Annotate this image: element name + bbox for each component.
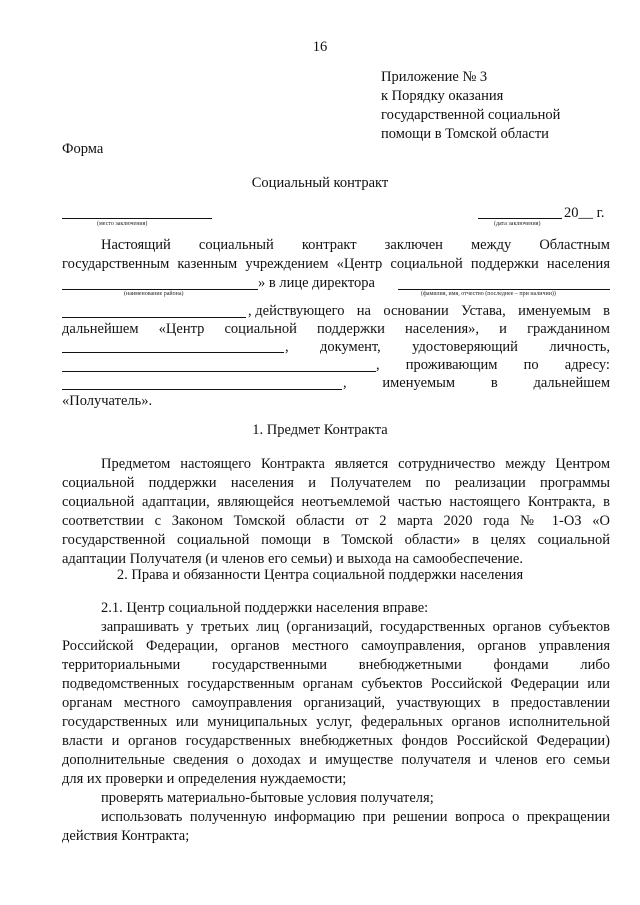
section-2-title: 2. Права и обязанности Центра социальной поддержки населения bbox=[116, 567, 524, 583]
section-1-line-6: адаптации Получателя (и членов его семьи) и выхода на самообеспечение. bbox=[62, 551, 523, 567]
place-field-line bbox=[62, 218, 212, 219]
appendix-line-1: Приложение № 3 bbox=[381, 69, 488, 85]
section-1-line-5: государственной социальной помощи в Томской области» в целях социальной bbox=[62, 532, 610, 548]
appendix-line-3: государственной социальной bbox=[381, 107, 561, 123]
section-1-title: 1. Предмет Контракта bbox=[252, 422, 388, 438]
intro-line-2: государственным казенным учреждением «Центр социальной поддержки населения bbox=[62, 256, 610, 272]
section-1-line-3: социальной адаптации, являющейся неотъемлемой частью настоящего Контракта, в bbox=[62, 494, 610, 510]
intro-line-8: , именуемым в дальнейшем bbox=[343, 375, 610, 391]
section-2-line-1: запрашивать у третьих лиц (организаций, государственных органов субъектов bbox=[101, 619, 610, 635]
section-2-line-6: государственных или муниципальных услуг, федеральных органов исполнительной bbox=[62, 714, 610, 730]
intro-line-7: , проживающим по адресу: bbox=[376, 357, 610, 373]
intro-line-5: дальнейшем «Центр социальной поддержки населения», и гражданином bbox=[62, 321, 610, 337]
section-2-use-line-2: действия Контракта; bbox=[62, 828, 190, 844]
intro-line-1: Настоящий социальный контракт заключен между Областным bbox=[101, 237, 610, 253]
date-field-line bbox=[478, 218, 562, 219]
section-1-line-2: социальной поддержки населения и Получателем по реализации программы bbox=[62, 475, 610, 491]
document-title: Социальный контракт bbox=[251, 175, 389, 191]
section-2-line-3: территориальными государственными внебюджетными фондами либо bbox=[62, 657, 610, 673]
section-2-line-4: подведомственных государственным органам субъектов Российской Федерации или bbox=[62, 676, 610, 692]
page-number: 16 bbox=[312, 39, 328, 55]
section-2-subtitle: 2.1. Центр социальной поддержки населения вправе: bbox=[101, 600, 429, 616]
section-1-line-1: Предметом настоящего Контракта является сотрудничество между Центром bbox=[101, 456, 610, 472]
place-caption: (место заключения) bbox=[97, 221, 148, 227]
intro-line-3-text: » в лице директора bbox=[258, 275, 375, 291]
date-caption: (дата заключения) bbox=[494, 221, 541, 227]
form-label: Форма bbox=[62, 141, 104, 157]
date-year: 20__ г. bbox=[564, 205, 605, 221]
district-field-line bbox=[62, 289, 258, 290]
section-2-line-7: власти и органов государственных внебюджетных фондов Российской Федерации) bbox=[62, 733, 610, 749]
intro-line-4: , действующего на основании Устава, именуемым в bbox=[248, 303, 610, 319]
section-2-line-8: дополнительные сведения о доходах и имуществе получателя и членов его семьи bbox=[62, 752, 610, 768]
section-2-line-9: для их проверки и определения нуждаемости; bbox=[62, 771, 347, 787]
section-2-line-2: Российской Федерации, органов местного самоуправления, органов управления bbox=[62, 638, 610, 654]
address-line bbox=[62, 389, 342, 390]
section-2-line-5: органам местного самоуправления организаций, участвующих в предоставлении bbox=[62, 695, 610, 711]
fio-caption: (фамилия, имя, отчество (последнее – при наличии)) bbox=[421, 291, 556, 297]
section-1-line-4: соответствии с Законом Томской области от 2 марта 2020 года № 1-ОЗ «О bbox=[62, 513, 610, 529]
intro-line-6: , документ, удостоверяющий личность, bbox=[285, 339, 610, 355]
appendix-line-4: помощи в Томской области bbox=[381, 126, 549, 142]
citizen-name-line bbox=[62, 352, 284, 353]
section-2-check-line: проверять материально-бытовые условия получателя; bbox=[101, 790, 434, 806]
intro-line-9: «Получатель». bbox=[62, 393, 153, 409]
section-2-use-line-1: использовать полученную информацию при решении вопроса о прекращении bbox=[101, 809, 610, 825]
fio-continuation-line bbox=[62, 317, 246, 318]
director-field-line bbox=[398, 289, 610, 290]
district-caption: (наименование района) bbox=[124, 291, 184, 297]
document-line bbox=[62, 371, 376, 372]
appendix-line-2: к Порядку оказания bbox=[381, 88, 504, 104]
